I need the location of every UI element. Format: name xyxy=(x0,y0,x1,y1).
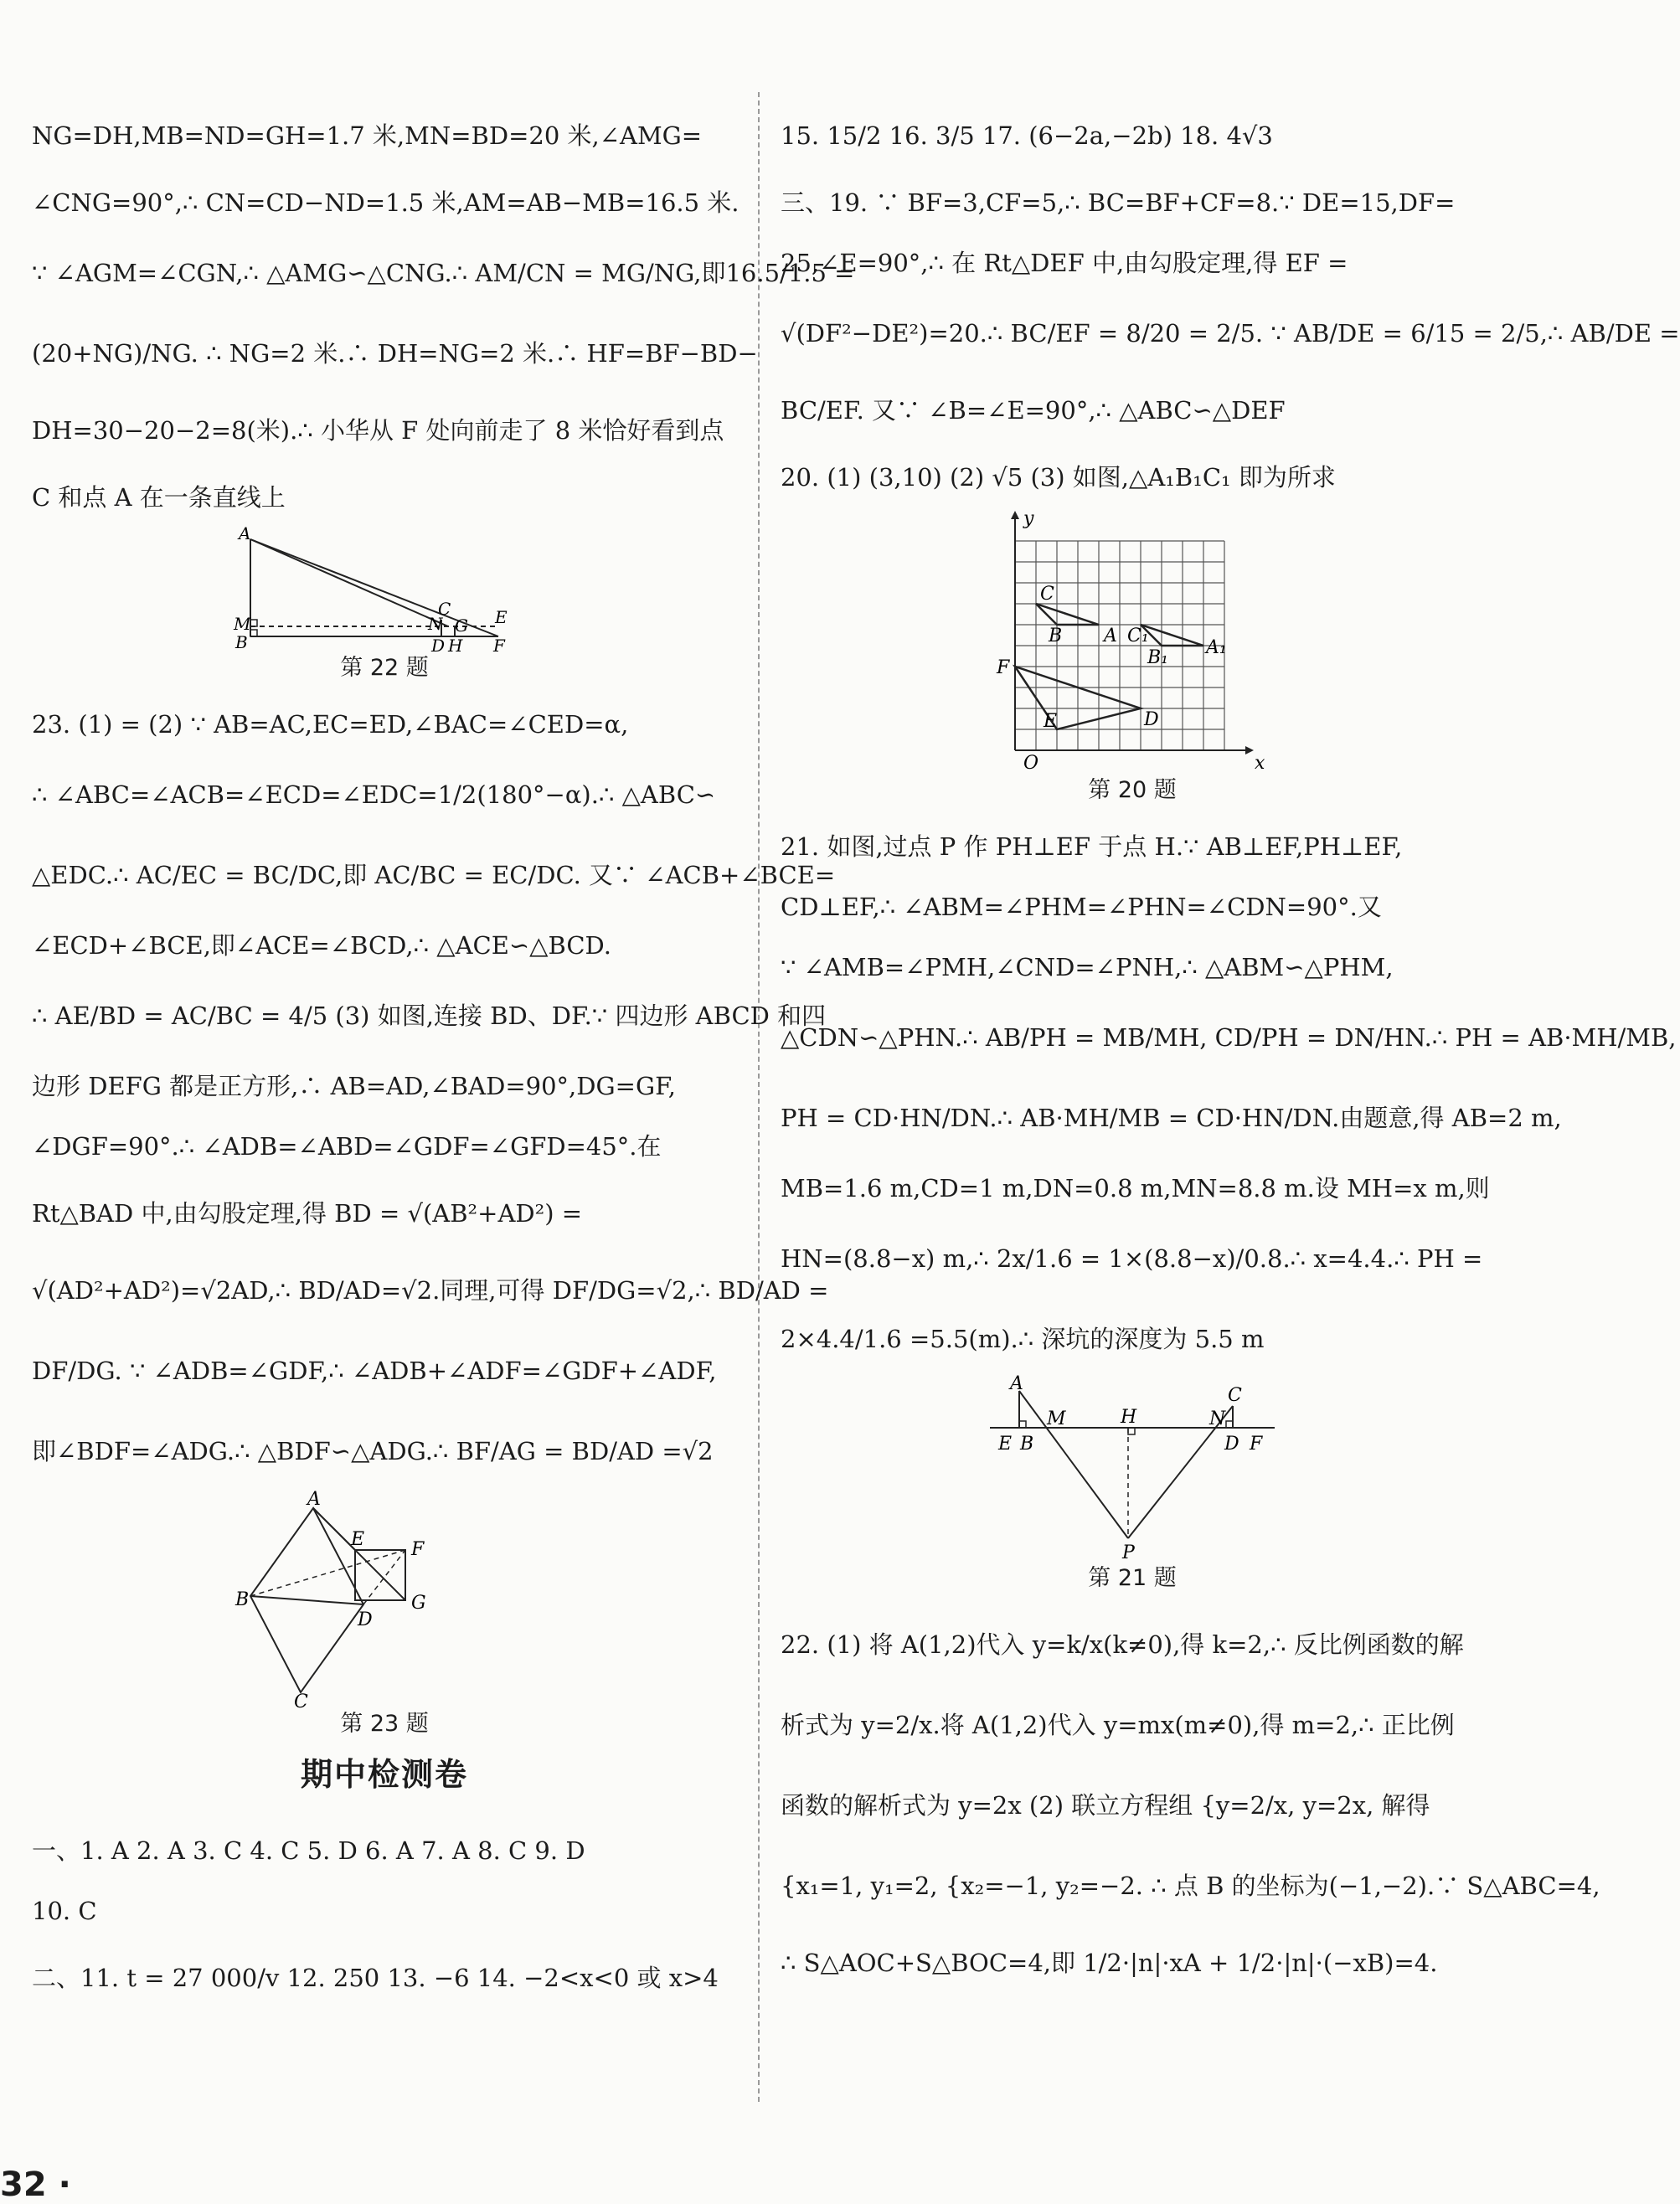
svg-text:F: F xyxy=(411,1539,425,1560)
text-line: 21. 如图,过点 P 作 PH⊥EF 于点 H.∵ AB⊥EF,PH⊥EF, xyxy=(781,832,1403,861)
svg-text:D: D xyxy=(1224,1434,1239,1455)
svg-text:F: F xyxy=(997,657,1010,678)
svg-text:H: H xyxy=(448,636,463,656)
text-line: DH=30−20−2=8(米).∴ 小华从 F 处向前走了 8 米恰好看到点 xyxy=(32,416,724,445)
text-line: HN=(8.8−x) m,∴ 2x/1.6 = 1×(8.8−x)/0.8.∴ x=4.4.∴ PH = xyxy=(781,1244,1483,1273)
svg-text:P: P xyxy=(1122,1542,1135,1563)
text-line: △CDN∽△PHN.∴ AB/PH = MB/MH, CD/PH = DN/HN.∴ PH = AB·MH/MB, xyxy=(781,1023,1677,1052)
svg-text:y: y xyxy=(1023,508,1034,529)
svg-text:D: D xyxy=(358,1609,373,1630)
svg-text:F: F xyxy=(493,636,505,656)
text-line: CD⊥EF,∴ ∠ABM=∠PHM=∠PHN=∠CDN=90°.又 xyxy=(781,893,1382,921)
figure-20 xyxy=(982,507,1283,775)
text-line: PH = CD·HN/DN.∴ AB·MH/MB = CD·HN/DN.由题意,得 AB=2 m, xyxy=(781,1104,1562,1132)
svg-text:M: M xyxy=(234,614,251,634)
svg-text:x: x xyxy=(1255,753,1265,774)
svg-text:E: E xyxy=(495,607,508,627)
svg-text:B: B xyxy=(1020,1434,1034,1455)
svg-text:C₁: C₁ xyxy=(1127,626,1149,646)
svg-text:A: A xyxy=(239,523,251,543)
svg-text:N: N xyxy=(1209,1408,1226,1429)
figure-21 xyxy=(973,1373,1291,1563)
text-line: 2×4.4/1.6 =5.5(m).∴ 深坑的深度为 5.5 m xyxy=(781,1325,1265,1353)
svg-text:D: D xyxy=(1144,709,1159,730)
svg-text:B: B xyxy=(1049,626,1063,646)
figure-23 xyxy=(234,1489,535,1712)
text-line: ∴ ∠ABC=∠ACB=∠ECD=∠EDC=1/2(180°−α).∴ △ABC∽ xyxy=(32,780,716,809)
svg-text:F: F xyxy=(1250,1434,1263,1455)
text-line: √(DF²−DE²)=20.∴ BC/EF = 8/20 = 2/5. ∵ AB/DE = 6/15 = 2/5,∴ AB/DE = xyxy=(781,319,1680,348)
svg-text:O: O xyxy=(1023,753,1039,774)
text-line: 即∠BDF=∠ADG.∴ △BDF∽△ADG.∴ BF/AG = BD/AD =√2 xyxy=(32,1437,714,1465)
right-column xyxy=(781,99,1680,2000)
text-line: BC/EF. 又∵ ∠B=∠E=90°,∴ △ABC∽△DEF xyxy=(781,396,1286,425)
svg-text:E: E xyxy=(1044,711,1058,732)
svg-text:C: C xyxy=(1040,584,1054,605)
text-line: 22. (1) 将 A(1,2)代入 y=k/x(k≠0),得 k=2,∴ 反比例函数的解 xyxy=(781,1630,1464,1659)
text-line: △EDC.∴ AC/EC = BC/DC,即 AC/BC = EC/DC. 又∵ ∠ACB+∠BCE= xyxy=(32,861,836,889)
svg-text:B: B xyxy=(235,632,248,652)
text-line: DF/DG. ∵ ∠ADB=∠GDF,∴ ∠ADB+∠ADF=∠GDF+∠ADF, xyxy=(32,1357,717,1385)
text-line: {x₁=1, y₁=2, {x₂=−1, y₂=−2. ∴ 点 B 的坐标为(−1,−2).∵ S△ABC=4, xyxy=(781,1872,1600,1900)
svg-text:H: H xyxy=(1121,1407,1137,1428)
section-title: 期中检测卷 xyxy=(300,1756,468,1793)
svg-text:N: N xyxy=(428,614,443,634)
text-line: 25,∠E=90°,∴ 在 Rt△DEF 中,由勾股定理,得 EF = xyxy=(781,249,1348,277)
svg-text:C: C xyxy=(438,599,451,619)
figure-22 xyxy=(234,523,535,656)
svg-text:E: E xyxy=(998,1434,1013,1455)
text-line: ∠ECD+∠BCE,即∠ACE=∠BCD,∴ △ACE∽△BCD. xyxy=(32,931,611,960)
text-line: NG=DH,MB=ND=GH=1.7 米,MN=BD=20 米,∠AMG= xyxy=(32,121,703,150)
text-line: 20. (1) (3,10) (2) √5 (3) 如图,△A₁B₁C₁ 即为所求 xyxy=(781,463,1336,492)
text-line: √(AD²+AD²)=√2AD,∴ BD/AD=√2.同理,可得 DF/DG=√2,∴ BD/AD = xyxy=(32,1276,829,1305)
svg-text:B₁: B₁ xyxy=(1147,647,1168,668)
svg-text:C: C xyxy=(1228,1385,1242,1406)
text-line: 15. 15/2 16. 3/5 17. (6−2a,−2b) 18. 4√3 xyxy=(781,121,1273,150)
figure-23-caption: 第 23 题 xyxy=(340,1711,429,1737)
svg-text:A₁: A₁ xyxy=(1206,637,1227,658)
text-line: 边形 DEFG 都是正方形,∴ AB=AD,∠BAD=90°,DG=GF, xyxy=(32,1072,676,1100)
text-line: ∠DGF=90°.∴ ∠ADB=∠ABD=∠GDF=∠GFD=45°.在 xyxy=(32,1132,662,1161)
svg-text:A: A xyxy=(1104,626,1117,646)
answer-line: 二、11. t = 27 000/v 12. 250 13. −6 14. −2<x<0 或 x>4 xyxy=(32,1964,719,1992)
text-line: ∵ ∠AMB=∠PMH,∠CND=∠PNH,∴ △ABM∽△PHM, xyxy=(781,953,1394,981)
figure-20-caption: 第 20 题 xyxy=(1088,777,1177,803)
text-line: ∵ ∠AGM=∠CGN,∴ △AMG∽△CNG.∴ AM/CN = MG/NG,即16.5/1.5 = xyxy=(32,259,855,287)
column-divider xyxy=(758,92,760,2102)
answer-line: 10. C xyxy=(32,1897,97,1925)
text-line: ∠CNG=90°,∴ CN=CD−ND=1.5 米,AM=AB−MB=16.5 米. xyxy=(32,188,740,217)
text-line: MB=1.6 m,CD=1 m,DN=0.8 m,MN=8.8 m.设 MH=x m,则 xyxy=(781,1174,1490,1202)
svg-text:E: E xyxy=(351,1529,365,1550)
text-line: 三、19. ∵ BF=3,CF=5,∴ BC=BF+CF=8.∵ DE=15,DF= xyxy=(781,188,1456,217)
text-line: ∴ S△AOC+S△BOC=4,即 1/2·|n|·xA + 1/2·|n|·(−xB)=4. xyxy=(781,1949,1438,1977)
left-column xyxy=(32,99,855,2015)
svg-text:M: M xyxy=(1047,1408,1066,1429)
text-line: Rt△BAD 中,由勾股定理,得 BD = √(AB²+AD²) = xyxy=(32,1199,583,1228)
svg-text:A: A xyxy=(307,1489,321,1510)
page-number: 32 · xyxy=(0,2165,71,2204)
text-line: C 和点 A 在一条直线上 xyxy=(32,483,286,512)
text-line: 函数的解析式为 y=2x (2) 联立方程组 {y=2/x, y=2x, 解得 xyxy=(781,1791,1430,1820)
figure-21-caption: 第 21 题 xyxy=(1088,1565,1177,1591)
figure-22-caption: 第 22 题 xyxy=(340,655,429,681)
text-line: ∴ AE/BD = AC/BC = 4/5 (3) 如图,连接 BD、DF.∵ 四边形 ABCD 和四 xyxy=(32,1002,827,1030)
answer-line: 一、1. A 2. A 3. C 4. C 5. D 6. A 7. A 8. C 9. D xyxy=(32,1836,585,1865)
svg-text:G: G xyxy=(455,615,468,636)
text-line: 23. (1) = (2) ∵ AB=AC,EC=ED,∠BAC=∠CED=α, xyxy=(32,710,629,739)
svg-text:A: A xyxy=(1010,1373,1023,1394)
svg-text:B: B xyxy=(235,1589,250,1610)
text-line: 析式为 y=2/x.将 A(1,2)代入 y=mx(m≠0),得 m=2,∴ 正比例 xyxy=(781,1711,1455,1739)
text-line: (20+NG)/NG. ∴ NG=2 米.∴ DH=NG=2 米.∴ HF=BF−BD− xyxy=(32,339,758,368)
svg-text:C: C xyxy=(294,1692,308,1712)
svg-text:G: G xyxy=(411,1593,426,1614)
svg-text:D: D xyxy=(431,636,446,656)
